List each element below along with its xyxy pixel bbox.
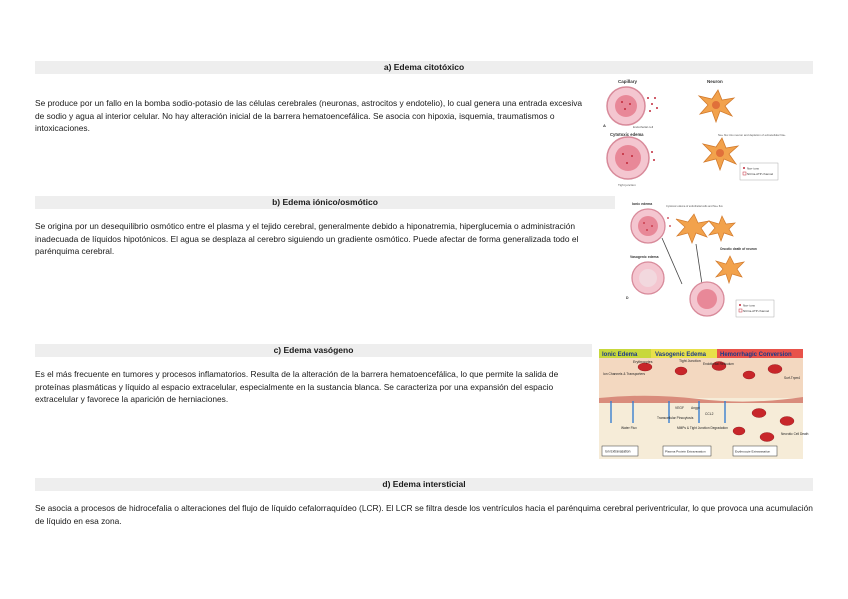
section-c-text: Es el más frecuente en tumores y procesos inflamatorios. Resulta de la alteración de la barrera hematoencefálica, lo que permite la salida de proteínas plasmáticas y líquido al espacio extracelular, especialmente en la sustancia blanca. Se caracteriza por una expansión del espacio extracelular y favorece la aparición de herniaciones.	[35, 369, 559, 405]
label-cytotoxic: Cytotoxic edema	[610, 132, 644, 137]
label-necrotic: Necrotic Cell Death	[781, 432, 809, 436]
label-tight-junction: Tight junction	[618, 183, 636, 187]
box-plasma-extravasation: Plasma Protein Extravasation	[665, 449, 706, 454]
label-neuron: Neuron	[707, 79, 723, 84]
label-na-flux: Na+ flux into neuron and depletion of extracellular Na+	[718, 133, 786, 137]
section-d-heading: d) Edema intersticial	[35, 478, 813, 491]
legend-na-b: Na+ ions	[743, 303, 755, 308]
band-ionic: Ionic Edema	[602, 352, 638, 358]
label-er: Endothelial Reticulum	[703, 362, 734, 366]
label-ion-channels: Ion Channels & Transporters	[603, 372, 645, 376]
box-erythrocyte-extravasation: Erythrocyte Extravasation	[735, 449, 771, 454]
section-b-text: Se origina por un desequilibrio osmótico entre el plasma y el tejido cerebral, generalmente debido a hiponatremia, hiperglucemia o administración inadecuada de líquidos hipotónicos. El agua se desplaza al cerebro siguiendo un gradiente osmótico. Puede afectar de forma generalizada todo el parénquima cerebral.	[35, 221, 579, 257]
label-water: Water Flux	[621, 426, 637, 430]
section-a-text: Se produce por un fallo en la bomba sodio-potasio de las células cerebrales (neuronas, astrocitos y endotelio), lo cual genera una entrada excesiva de sodio y agua al interior celular. No hay alteración inicial de la barrera hematoencefálica. Se asocia con hipoxia, isquemia, traumatismos o intoxicaciones.	[35, 98, 583, 134]
label-tight-junction-c: Tight Junction	[679, 359, 701, 363]
section-d-text: Se asocia a procesos de hidrocefalia o alteraciones del flujo de líquido cefalorraquídeo (LCR). El LCR se filtra desde los ventrículos hacia el parénquima cerebral periventricular, lo que provoca una acumulación de líquido en esa zona.	[35, 503, 813, 526]
label-vegf: VEGF	[675, 406, 684, 410]
section-a-heading: a) Edema citotóxico	[35, 61, 813, 74]
label-erythrocytes: Erythrocytes	[633, 360, 653, 364]
label-endothelial: Endothelial cell	[633, 125, 654, 129]
label-oncotic: Oncotic death of neuron	[720, 247, 757, 251]
label-ionic: Ionic edema	[632, 202, 653, 206]
label-ccl2: CCL2	[705, 412, 714, 416]
label-angpt: Angpt	[691, 406, 700, 410]
label-transcellular: Transcellular Pinocytosis	[657, 416, 694, 420]
label-mmps: MMPs & Tight Junction Degradation	[677, 426, 728, 430]
panel-letter-a: A	[603, 123, 606, 128]
label-capillary: Capillary	[618, 79, 638, 84]
legend-na-a: Na+ ions	[747, 166, 759, 171]
label-ionic-note: Cytotoxic edema of endothelial cells and Na+ flux	[666, 205, 723, 208]
section-c-heading: c) Edema vasógeno	[35, 344, 592, 357]
legend-channel-a: NCCa-ATP channel	[747, 172, 774, 176]
figure-ionic-edema	[622, 198, 782, 323]
section-b-heading: b) Edema iónico/osmótico	[35, 196, 615, 209]
band-hemorrhagic: Hemorrhagic Conversion	[720, 352, 792, 358]
legend-channel-b: NCCa-ATP channel	[743, 309, 770, 313]
figure-vasogenic-edema	[599, 349, 809, 459]
panel-letter-d: D	[626, 296, 629, 300]
band-vasogenic: Vasogenic Edema	[655, 352, 707, 358]
box-ion-extravasation: Ion Extravasation	[605, 449, 631, 454]
figure-cytotoxic-edema	[600, 76, 815, 191]
label-surf: Surf-Trpm4	[784, 376, 800, 380]
label-vasogenic: Vasogenic edema	[630, 255, 659, 259]
